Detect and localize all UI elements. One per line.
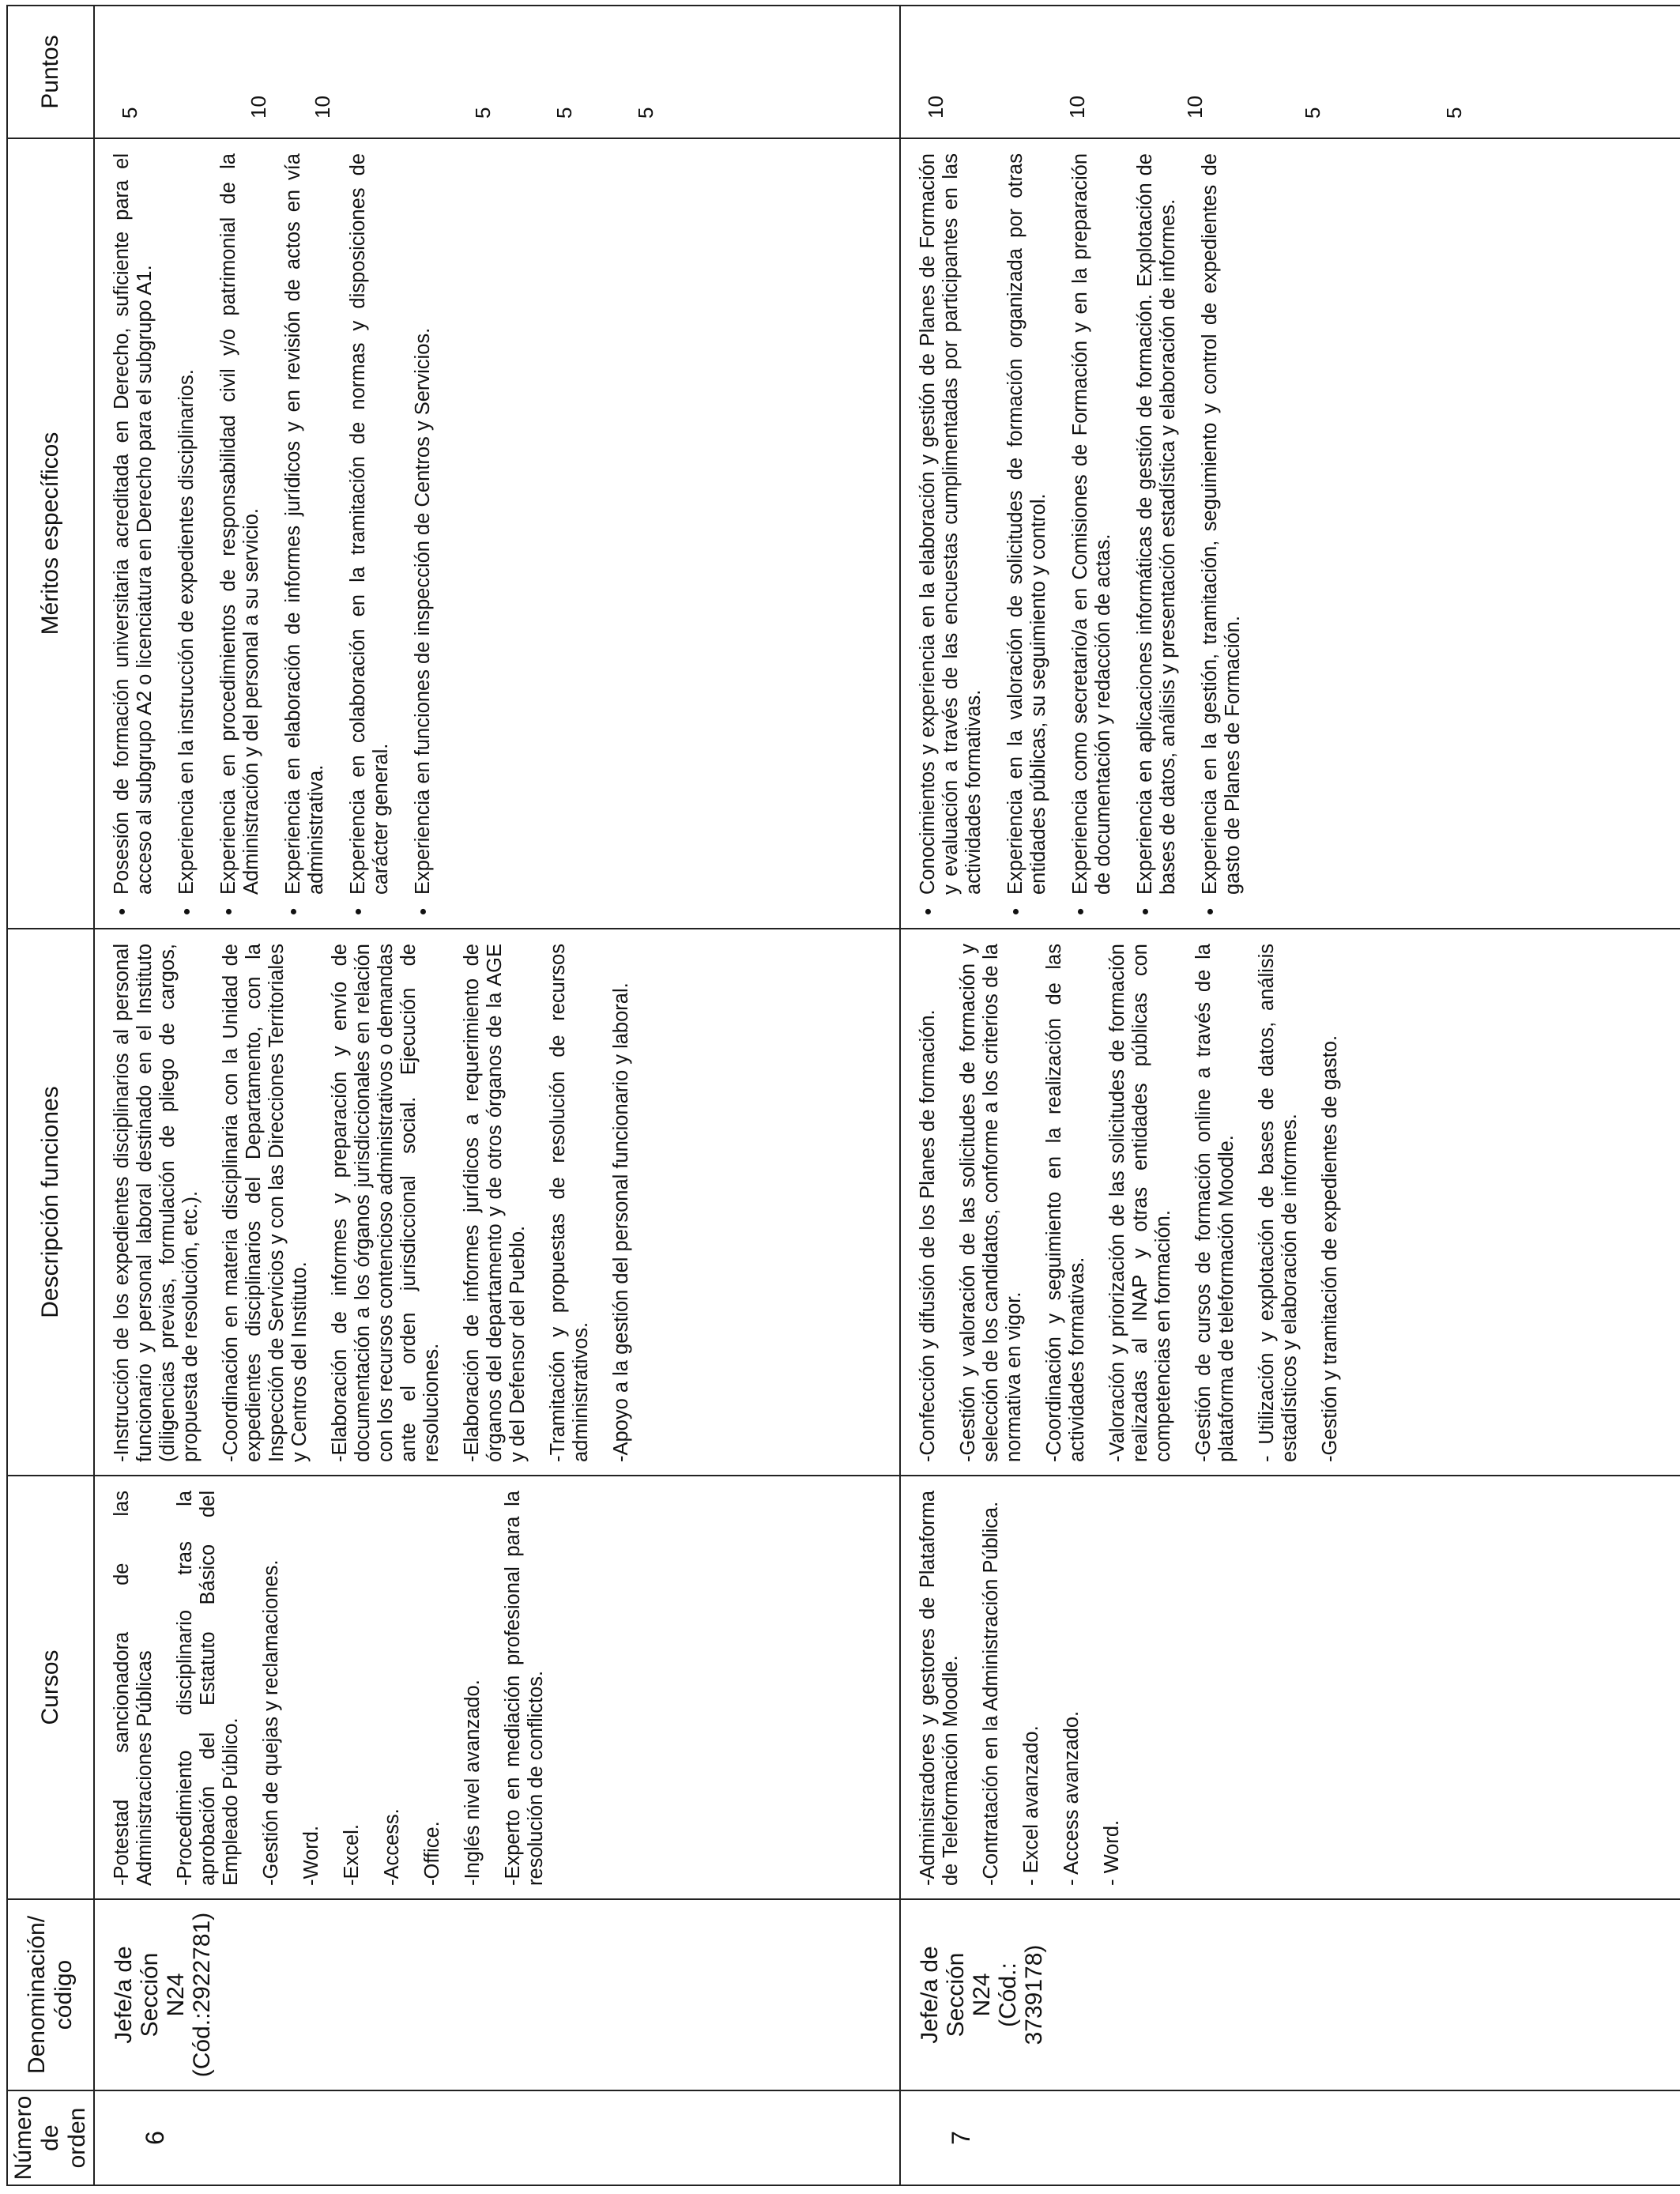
merit-text: Experiencia en la gestión, tramitación, seguimiento y control de expedientes de gasto de Planes de Formación. xyxy=(1199,153,1244,895)
function-item: -Coordinación en materia disciplinaria con la Unidad de expedientes disciplinarios del Departamento, con la Inspección de Servicios y con las Direcciones Territoriales y Centros del Instituto. xyxy=(220,944,311,1462)
merits-cell xyxy=(94,138,900,929)
merit-text: Experiencia en procedimientos de responsabilidad civil y/o patrimonial de la Administración y del personal a su servicio. xyxy=(217,153,262,895)
function-item: -Apoyo a la gestión del personal funcionario y laboral. xyxy=(610,982,632,1462)
points-value: 5 xyxy=(471,107,495,119)
order-cell: 6 xyxy=(94,2090,900,2185)
header-order-label: Número de orden xyxy=(10,2095,90,2181)
course-item: - Excel avanzado. xyxy=(1020,1725,1042,1886)
course-item: - Access avanzado. xyxy=(1060,1710,1083,1886)
merits-cell xyxy=(900,138,1680,929)
points-cell xyxy=(94,6,900,138)
merit-item xyxy=(111,153,156,915)
merit-text: Experiencia en elaboración de informes jurídicos y en revisión de actos en vía administrativa. xyxy=(282,153,327,895)
points-value: 10 xyxy=(311,96,334,119)
course-item: - Word. xyxy=(1101,1819,1123,1886)
merit-text: Conocimientos y experiencia en la elaboración y gestión de Planes de Formación y evaluación a través de las encuestas cumplimentadas por participantes en las actividades formativas. xyxy=(917,153,985,895)
function-item: -Tramitación y propuestas de resolución de recursos administrativos. xyxy=(547,944,592,1462)
bullet-icon: • xyxy=(916,907,940,915)
course-item: -Excel. xyxy=(341,1824,363,1886)
course-item: -Administradores y gestores de Plataforma de Teleformación Moodle. xyxy=(917,1491,962,1886)
courses-cell xyxy=(94,1476,900,1899)
header-courses-label: Cursos xyxy=(37,1649,63,1725)
merit-item xyxy=(412,153,435,915)
header-denomination xyxy=(7,1899,94,2090)
function-item: -Valoración y priorización de las solicitudes de formación realizadas al INAP y otras entidades públicas con competencias en formación. xyxy=(1106,944,1174,1462)
merit-text: Experiencia en aplicaciones informáticas de gestión de formación. Explotación de bases de datos, análisis y presentación estadística y elaboración de informes. xyxy=(1134,153,1179,895)
points-value: 10 xyxy=(924,96,947,119)
header-points xyxy=(7,6,94,138)
header-merits-label: Méritos específicos xyxy=(37,432,63,635)
order-cell: 7 xyxy=(900,2090,1680,2185)
bullet-icon: • xyxy=(1198,907,1222,915)
position-code: (Cód.:2922781) xyxy=(189,1912,215,2078)
merit-item xyxy=(1134,153,1180,915)
bullet-icon: • xyxy=(110,907,134,915)
bullet-icon: • xyxy=(346,907,370,915)
functions-cell xyxy=(900,929,1680,1476)
bullet-icon: • xyxy=(1133,907,1157,915)
merit-text: Experiencia en colaboración en la tramitación de normas y disposiciones de carácter general. xyxy=(347,153,392,895)
table-row xyxy=(900,6,1680,2185)
header-description xyxy=(7,929,94,1476)
bullet-icon: • xyxy=(217,907,240,915)
function-item: -Coordinación y seguimiento en la realización de las actividades formativas. xyxy=(1043,944,1088,1462)
position-title: Jefe/a de Sección xyxy=(917,1946,969,2044)
points-value: 10 xyxy=(1065,96,1089,119)
position-level: N24 xyxy=(163,1973,189,2017)
points-value: 5 xyxy=(118,107,141,119)
function-item: -Elaboración de informes jurídicos a requerimiento de órganos del departamento y de otros órganos de la AGE y del Defensor del Pueblo. xyxy=(461,944,529,1462)
merit-text: Posesión de formación universitaria acreditada en Derecho, suficiente para el acceso al subgrupo A2 o licenciatura en Derecho para el subgrupo A1. xyxy=(111,153,156,895)
function-item: - Utilización y explotación de bases de datos, análisis estadísticos y elaboración de informes. xyxy=(1256,944,1301,1462)
bullet-icon: • xyxy=(175,907,198,915)
table-row xyxy=(94,6,900,2185)
functions-cell xyxy=(94,929,900,1476)
courses-cell xyxy=(900,1476,1680,1899)
header-order xyxy=(7,2090,94,2185)
points-value: 5 xyxy=(1301,107,1324,119)
course-item: -Procedimiento disciplinario tras la aprobación del Estatuto Básico del Empleado Público. xyxy=(174,1491,242,1886)
points-cell xyxy=(900,6,1680,138)
bullet-icon: • xyxy=(281,907,305,915)
header-courses xyxy=(7,1476,94,1899)
merit-item xyxy=(1004,153,1050,915)
points-value: 10 xyxy=(1183,96,1207,119)
bullet-icon: • xyxy=(1068,907,1092,915)
points-value: 5 xyxy=(634,107,657,119)
course-item: -Office. xyxy=(421,1821,443,1886)
bullet-icon: • xyxy=(1004,907,1027,915)
course-item: -Access. xyxy=(381,1808,403,1886)
position-title: Jefe/a de Sección xyxy=(111,1946,163,2044)
function-item: -Instrucción de los expedientes disciplinarios al personal funcionario y personal laboral destinado en el Instituto (diligencias previas, formulación de pliego de cargos, propuesta de resolución, etc.). xyxy=(111,944,202,1462)
merit-text: Experiencia en la valoración de solicitudes de formación organizada por otras entidades públicas, su seguimiento y control. xyxy=(1004,153,1049,895)
header-row xyxy=(7,6,94,2185)
points-value: 5 xyxy=(1442,107,1466,119)
merits-list xyxy=(917,153,1245,915)
header-description-label: Descripción funciones xyxy=(37,1086,63,1318)
position-code: (Cód.: 3739178) xyxy=(995,1944,1047,2045)
bullet-icon: • xyxy=(411,907,435,915)
denomination-cell xyxy=(900,1899,1680,2090)
merit-text: Experiencia en funciones de inspección de Centros y Servicios. xyxy=(412,327,434,895)
denomination-cell xyxy=(94,1899,900,2090)
course-item: -Inglés nivel avanzado. xyxy=(461,1679,484,1886)
header-denomination-label: Denominación/ código xyxy=(24,1915,77,2075)
function-item: -Gestión de cursos de formación online a través de la plataforma de teleformación Moodle. xyxy=(1192,944,1237,1462)
merit-item xyxy=(347,153,393,915)
course-item: -Word. xyxy=(300,1825,322,1886)
merit-item xyxy=(1199,153,1245,915)
position-level: N24 xyxy=(969,1973,995,2017)
header-points-label: Puntos xyxy=(37,35,63,109)
function-item: -Gestión y valoración de las solicitudes de formación y selección de los candidatos, conforme a los criterios de la normativa en vigor. xyxy=(957,944,1025,1462)
points-value: 5 xyxy=(552,107,576,119)
job-positions-table xyxy=(6,5,1680,2186)
merits-list xyxy=(111,153,435,915)
merit-item xyxy=(282,153,328,915)
course-item: -Gestión de quejas y reclamaciones. xyxy=(260,1559,282,1886)
points-value: 10 xyxy=(247,96,270,119)
merit-text: Experiencia como secretario/a en Comisiones de Formación y en la preparación de documentación y redacción de actas. xyxy=(1069,153,1114,895)
function-item: -Elaboración de informes y preparación y envío de documentación a los órganos jurisdiccionales en relación con los recursos contencioso administrativos o demandas ante el orden jurisdiccional social. Ejecución de resoluciones. xyxy=(329,944,443,1462)
course-item: -Potestad sancionadora de las Administraciones Públicas xyxy=(111,1491,156,1886)
header-merits xyxy=(7,138,94,929)
merit-item xyxy=(217,153,263,915)
course-item: -Contratación en la Administración Pública. xyxy=(980,1501,1002,1886)
merit-item xyxy=(175,153,198,915)
function-item: -Gestión y tramitación de expedientes de gasto. xyxy=(1319,1035,1341,1462)
merit-item xyxy=(1069,153,1115,915)
course-item: -Experto en mediación profesional para la resolución de conflictos. xyxy=(502,1491,547,1886)
function-item: -Confección y difusión de los Planes de formación. xyxy=(917,1009,939,1462)
merit-item xyxy=(917,153,985,915)
merit-text: Experiencia en la instrucción de expedientes disciplinarios. xyxy=(175,369,198,895)
